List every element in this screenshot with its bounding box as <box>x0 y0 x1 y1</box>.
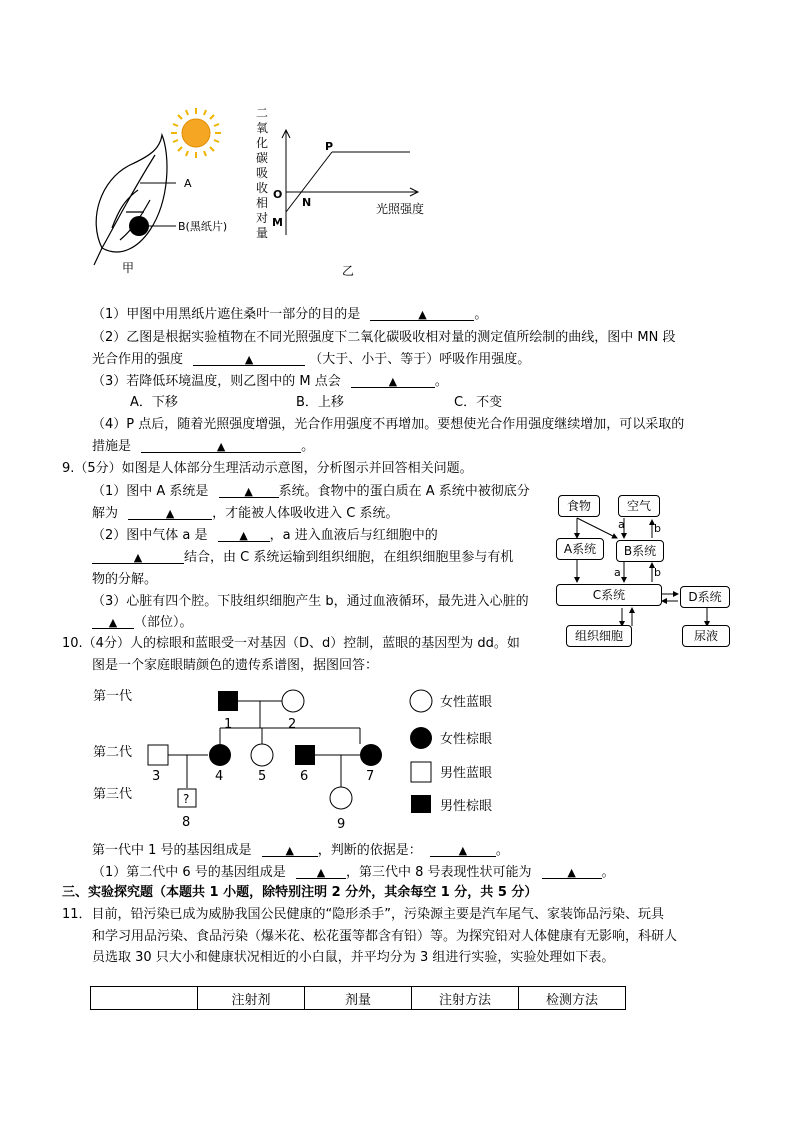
point-p: P <box>325 140 334 153</box>
q8-opt-c: C．不变 <box>454 395 503 410</box>
legend-male-blue-icon <box>411 762 431 782</box>
arrow-b-bottom: b <box>654 566 661 579</box>
legend-male-brown-icon <box>411 795 431 813</box>
person-6-male-brown <box>295 745 315 765</box>
num-1: 1 <box>224 717 233 732</box>
q10-s0-pre: 第一代中 1 号的基因组成是 <box>92 843 252 858</box>
legend-male-brown: 男性棕眼 <box>440 799 493 814</box>
black-paper-icon <box>129 216 149 236</box>
point-n: N <box>302 196 312 209</box>
box-air: 空气 <box>618 495 660 517</box>
gen2-label: 第二代 <box>93 745 133 760</box>
person-7-female-brown <box>360 744 382 766</box>
x-axis-label: 光照强度 <box>376 202 425 216</box>
person-2-female-blue <box>282 690 304 712</box>
q11-line-a: 11．目前，铅污染已成为威胁我国公民健康的“隐形杀手”，污染源主要是汽车尾气、家装饰品污染、玩具 <box>62 907 665 922</box>
q8-blank-3[interactable]: ▲ <box>351 373 435 388</box>
arrow-a-bottom: a <box>614 566 621 579</box>
table-header-cell <box>91 987 198 1010</box>
q10-blank-1[interactable]: ▲ <box>262 842 318 857</box>
q10-blank-3[interactable]: ▲ <box>296 864 346 879</box>
num-2: 2 <box>288 717 297 732</box>
figure-leaf-and-graph <box>80 100 460 290</box>
table-header-cell: 注射方法 <box>412 987 519 1010</box>
arrow-a-top: a <box>618 518 625 531</box>
q9-s1b-post: ，才能被人体吸收进入 C 系统。 <box>212 506 399 521</box>
box-system-c: C系统 <box>556 584 662 606</box>
legend-female-blue-icon <box>410 690 432 712</box>
person-4-female-brown <box>209 744 231 766</box>
leaf-icon <box>94 135 167 265</box>
q9-s2c: 物的分解。 <box>92 572 158 587</box>
q10-blank-2[interactable]: ▲ <box>430 842 496 857</box>
gen3-label: 第三代 <box>93 787 133 802</box>
q11-line-c: 员选取 30 只大小和健康状况相近的小白鼠，并平均分为 3 组进行实验，实验处理如下表。 <box>92 950 615 965</box>
arrow-b-top: b <box>654 522 661 535</box>
q9-s1b-pre: 解为 <box>92 506 119 521</box>
body-system-diagram <box>552 488 742 658</box>
box-tissue-cells: 组织细胞 <box>566 625 632 647</box>
gen1-label: 第一代 <box>93 689 133 704</box>
q8-blank-4[interactable]: ▲ <box>141 438 301 453</box>
num-7: 7 <box>366 769 375 784</box>
caption-yi: 乙 <box>342 264 355 278</box>
q8-s4a: （4）P 点后，随着光照强度增强，光合作用强度不再增加。要想使光合作用强度继续增加，可以采取的 <box>92 417 685 432</box>
q8-s1: （1）甲图中用黑纸片遮住桑叶一部分的目的是 <box>92 307 361 322</box>
person-1-male-brown <box>218 691 238 711</box>
q8-blank-2[interactable]: ▲ <box>193 351 305 366</box>
num-3: 3 <box>152 769 161 784</box>
table-header-cell: 注射剂 <box>198 987 305 1010</box>
q9-s1a-pre: （1）图中 A 系统是 <box>92 484 209 499</box>
q9-s1a-post: 系统。食物中的蛋白质在 A 系统中被彻底分 <box>278 484 530 499</box>
point-o: O <box>273 188 283 201</box>
num-6: 6 <box>300 769 309 784</box>
q9-blank-5[interactable]: ▲ <box>92 614 134 629</box>
pedigree-chart <box>88 680 508 830</box>
person-8-question: ? <box>183 792 190 806</box>
q8-s3: （3）若降低环境温度，则乙图中的 M 点会 <box>92 374 341 389</box>
q10-head-a: 10.（4分）人的棕眼和蓝眼受一对基因（D、d）控制，蓝眼的基因型为 dd。如 <box>62 636 520 651</box>
num-9: 9 <box>337 817 346 830</box>
person-9-female-blue <box>330 787 352 809</box>
q10-blank-4[interactable]: ▲ <box>542 864 602 879</box>
q8-opt-a: A．下移 <box>130 395 178 410</box>
q9-blank-2[interactable]: ▲ <box>128 505 212 520</box>
q11-line-b: 和学习用品污染、食品污染（爆米花、松花蛋等都含有铅）等。为探究铅对人体健康有无影响，科研人 <box>92 929 678 944</box>
experiment-table <box>90 986 626 1010</box>
leaf-label-a: A <box>184 177 192 190</box>
point-m: M <box>272 216 283 229</box>
table-header-cell: 检测方法 <box>519 987 626 1010</box>
table-row <box>91 987 626 1010</box>
q8-opt-b: B．上移 <box>296 395 344 410</box>
q10-s1-pre: （1）第二代中 6 号的基因组成是 <box>92 865 286 880</box>
q8-s4b: 措施是 <box>92 439 132 454</box>
q9-head: 9.（5分）如图是人体部分生理活动示意图，分析图示并回答相关问题。 <box>62 461 473 476</box>
q8-s2b-pre: 光合作用的强度 <box>92 352 184 367</box>
box-system-b: B系统 <box>616 540 664 562</box>
q9-blank-3[interactable]: ▲ <box>218 527 270 542</box>
legend-female-brown-icon <box>410 727 432 749</box>
box-urine: 尿液 <box>682 625 730 647</box>
section-3-heading: 三、实验探究题（本题共 1 小题，除特别注明 2 分外，其余每空 1 分，共 5 分） <box>62 885 538 900</box>
q10-s1-mid: ，第三代中 8 号表现性状可能为 <box>345 865 532 880</box>
box-food: 食物 <box>558 495 600 517</box>
person-5-female-blue <box>251 744 273 766</box>
q9-s2a-post: ，a 进入血液后与红细胞中的 <box>269 528 438 543</box>
box-system-d: D系统 <box>680 586 730 608</box>
person-3-male-blue <box>148 745 168 765</box>
q9-s3a: （3）心脏有四个腔。下肢组织细胞产生 b，通过血液循环，最先进入心脏的 <box>92 594 529 609</box>
num-4: 4 <box>215 769 224 784</box>
q8-s2b-post: （大于、小于、等于）呼吸作用强度。 <box>309 352 531 367</box>
y-axis-label: 二氧化碳吸收相对量 <box>256 106 269 240</box>
sun-icon <box>171 108 221 158</box>
q10-s0-mid: ，判断的依据是： <box>317 843 422 858</box>
q9-s2b-post: 结合，由 C 系统运输到组织细胞，在组织细胞里参与有机 <box>184 550 514 565</box>
q8-blank-1[interactable]: ▲ <box>370 306 474 321</box>
box-system-a: A系统 <box>556 538 604 560</box>
q9-blank-4[interactable]: ▲ <box>92 549 184 564</box>
caption-jia: 甲 <box>122 261 135 275</box>
legend-female-blue: 女性蓝眼 <box>440 695 493 710</box>
legend-male-blue: 男性蓝眼 <box>440 766 493 781</box>
q10-head-b: 图是一个家庭眼睛颜色的遗传系谱图，据图回答： <box>92 658 379 673</box>
num-5: 5 <box>258 769 267 784</box>
num-8: 8 <box>182 815 191 830</box>
table-header-cell: 剂量 <box>305 987 412 1010</box>
q9-blank-1[interactable]: ▲ <box>219 483 279 498</box>
q9-s2a-pre: （2）图中气体 a 是 <box>92 528 208 543</box>
q8-s2a: （2）乙图是根据实验植物在不同光照强度下二氧化碳吸收相对量的测定值所绘制的曲线，图中 MN 段 <box>92 330 676 345</box>
legend-female-brown: 女性棕眼 <box>440 732 493 747</box>
q9-s3b-post: （部位）。 <box>134 615 193 630</box>
graph-axes <box>282 130 418 235</box>
leaf-label-b: B(黑纸片) <box>178 220 228 233</box>
